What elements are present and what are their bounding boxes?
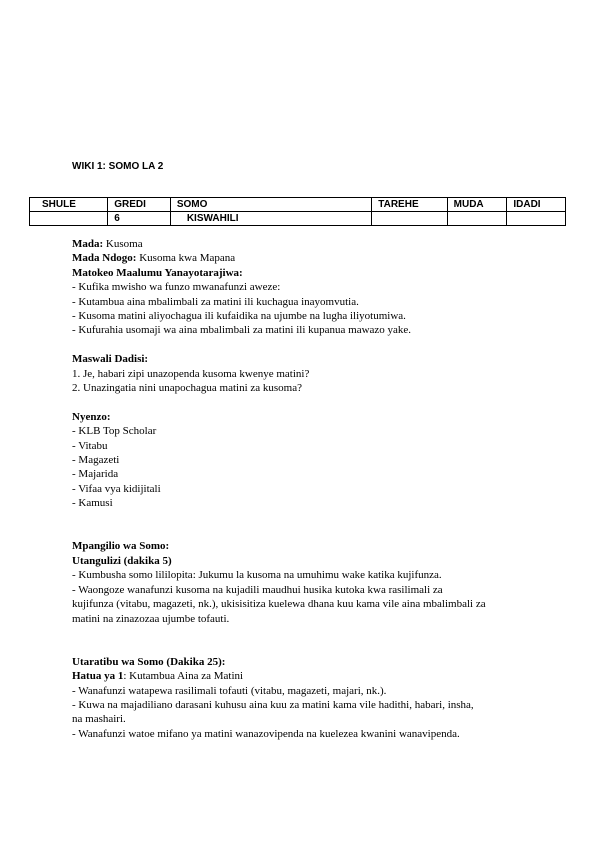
utaratibu-heading: Utaratibu wa Somo (Dakika 25):	[72, 655, 226, 668]
cell-muda	[447, 212, 507, 226]
header-muda: MUDA	[447, 198, 507, 212]
list-item: - Vifaa vya kidijitali	[72, 482, 161, 495]
list-item: 1. Je, habari zipi unazopenda kusoma kwenye matini?	[72, 367, 310, 380]
list-item: - Magazeti	[72, 454, 120, 467]
list-item: - KLB Top Scholar	[72, 425, 157, 438]
header-tarehe: TAREHE	[372, 198, 447, 212]
list-item: - Waongoze wanafunzi kusoma na kujadili maudhui husika kutoka kwa rasilimali za	[72, 583, 443, 596]
list-item: matini na zinazozaa ujumbe tofauti.	[72, 612, 230, 625]
nyenzo-heading: Nyenzo:	[72, 410, 111, 423]
list-item: - Wanafunzi watoe mifano ya matini wanazovipenda na kuelezea kwanini wanavipenda.	[72, 727, 460, 740]
list-item: 2. Unazingatia nini unapochagua matini za kusoma?	[72, 382, 303, 395]
mada-ndogo-label: Mada Ndogo:	[72, 252, 137, 265]
header-idadi: IDADI	[507, 198, 566, 212]
cell-idadi	[507, 212, 566, 226]
table-row	[30, 212, 566, 226]
list-item: - Kuwa na majadiliano darasani kuhusu aina kuu za matini kama vile hadithi, habari, insha,	[72, 698, 474, 711]
mada-ndogo-line	[72, 251, 542, 265]
header-gredi: GREDI	[108, 198, 171, 212]
maswali-heading: Maswali Dadisi:	[72, 353, 149, 366]
utangulizi-heading: Utangulizi (dakika 5)	[72, 554, 172, 567]
table-header-row	[30, 198, 566, 212]
list-item: - Kusoma matini aliyochagua ili kufaidika na ujumbe na lugha iliyotumiwa.	[72, 310, 406, 323]
list-item: na mashairi.	[72, 713, 126, 726]
mada-line	[72, 237, 542, 251]
hatua-label: Hatua ya 1	[72, 670, 124, 683]
list-item: - Kufurahia usomaji wa aina mbalimbali za matini ili kupanua mawazo yake.	[72, 324, 412, 337]
list-item: kujifunza (vitabu, magazeti, nk.), ukisisitiza kuelewa dhana kuu kama vile aina mbalimbali za	[72, 598, 486, 611]
list-item: - Majarida	[72, 468, 119, 481]
list-item: - Vitabu	[72, 439, 108, 452]
mpangilio-heading: Mpangilio wa Somo:	[72, 540, 170, 553]
mada-ndogo-value: Kusoma kwa Mapana	[136, 252, 236, 265]
cell-somo: KISWAHILI	[170, 212, 371, 226]
header-shule: SHULE	[30, 198, 108, 212]
list-item: - Kamusi	[72, 497, 113, 510]
header-somo: SOMO	[170, 198, 371, 212]
matokeo-heading: Matokeo Maalumu Yanayotarajiwa:	[72, 266, 243, 279]
mada-label: Mada:	[72, 238, 104, 250]
hatua-line	[72, 669, 542, 683]
list-item: - Wanafunzi watapewa rasilimali tofauti (vitabu, magazeti, majari, nk.).	[72, 684, 387, 697]
lesson-info-table	[29, 197, 566, 226]
list-item: - Kufika mwisho wa funzo mwanafunzi aweze:	[72, 281, 281, 294]
mada-value: Kusoma	[103, 238, 143, 250]
cell-tarehe	[372, 212, 447, 226]
cell-gredi: 6	[108, 212, 171, 226]
cell-shule	[30, 212, 108, 226]
week-title: WIKI 1: SOMO LA 2	[72, 161, 164, 172]
list-item: - Kumbusha somo lililopita: Jukumu la kusoma na umuhimu wake katika kujifunza.	[72, 569, 442, 582]
hatua-value: : Kutambua Aina za Matini	[123, 670, 244, 683]
list-item: - Kutambua aina mbalimbali za matini ili kuchagua inayomvutia.	[72, 295, 359, 308]
lesson-content	[72, 237, 542, 741]
